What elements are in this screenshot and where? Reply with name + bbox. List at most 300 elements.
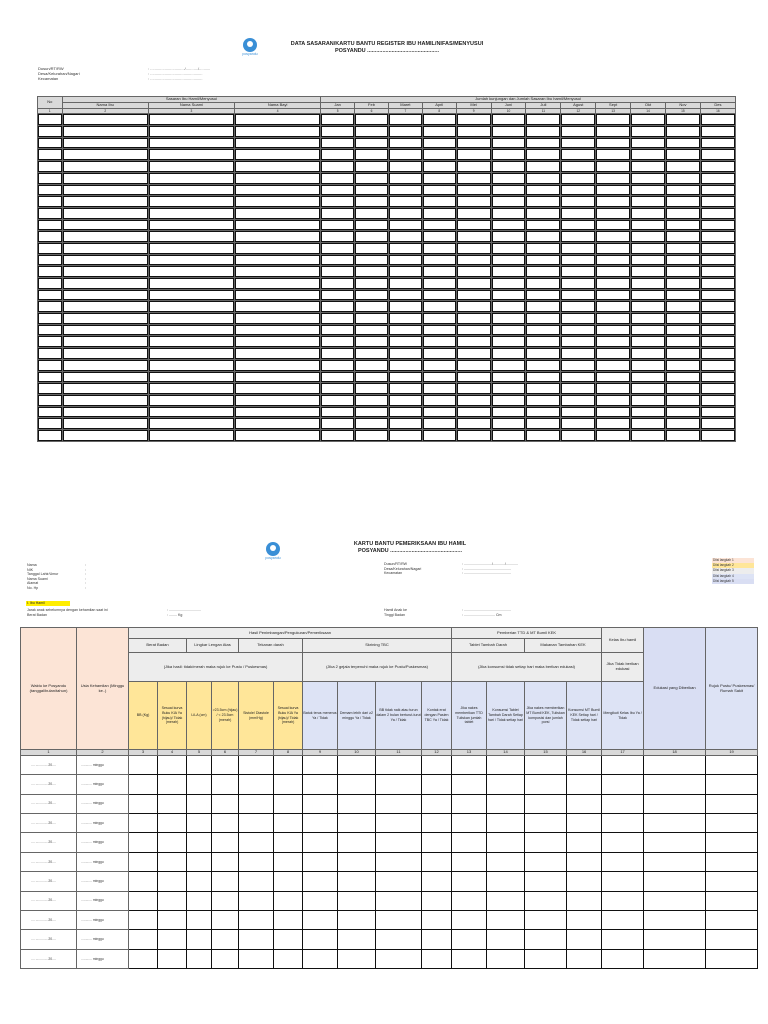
entry-cell[interactable]: [596, 184, 631, 196]
entry-cell[interactable]: [321, 336, 355, 348]
entry-cell[interactable]: [456, 301, 491, 313]
entry-cell[interactable]: [38, 324, 63, 336]
entry-cell[interactable]: [62, 313, 148, 325]
entry-cell[interactable]: [456, 324, 491, 336]
entry-cell[interactable]: [422, 207, 456, 219]
entry-cell[interactable]: [665, 313, 700, 325]
gestational-age-field[interactable]: ............ minggu: [77, 775, 129, 794]
entry-cell[interactable]: [212, 930, 239, 949]
entry-cell[interactable]: [706, 833, 758, 852]
entry-cell[interactable]: [487, 852, 525, 871]
entry-cell[interactable]: [526, 219, 561, 231]
entry-cell[interactable]: [491, 324, 526, 336]
entry-cell[interactable]: [148, 149, 234, 161]
entry-cell[interactable]: [38, 406, 63, 418]
entry-cell[interactable]: [452, 910, 487, 929]
entry-cell[interactable]: [665, 137, 700, 149]
visit-date-field[interactable]: .... ............. 20....: [21, 910, 77, 929]
entry-cell[interactable]: [491, 383, 526, 395]
entry-cell[interactable]: [62, 161, 148, 173]
entry-cell[interactable]: [338, 794, 376, 813]
entry-cell[interactable]: [321, 383, 355, 395]
entry-cell[interactable]: [212, 833, 239, 852]
entry-cell[interactable]: [239, 794, 274, 813]
entry-cell[interactable]: [456, 394, 491, 406]
entry-cell[interactable]: [148, 184, 234, 196]
entry-cell[interactable]: [274, 833, 303, 852]
entry-cell[interactable]: [355, 161, 389, 173]
entry-cell[interactable]: [422, 383, 456, 395]
entry-cell[interactable]: [602, 755, 644, 774]
entry-cell[interactable]: [596, 336, 631, 348]
entry-cell[interactable]: [456, 149, 491, 161]
entry-cell[interactable]: [38, 359, 63, 371]
entry-cell[interactable]: [700, 406, 735, 418]
entry-cell[interactable]: [38, 254, 63, 266]
visit-date-field[interactable]: .... ............. 20....: [21, 872, 77, 891]
entry-cell[interactable]: [388, 242, 422, 254]
entry-cell[interactable]: [422, 813, 452, 832]
entry-cell[interactable]: [665, 278, 700, 290]
entry-cell[interactable]: [665, 359, 700, 371]
entry-cell[interactable]: [388, 336, 422, 348]
entry-cell[interactable]: [596, 394, 631, 406]
entry-cell[interactable]: [388, 149, 422, 161]
entry-cell[interactable]: [596, 418, 631, 430]
entry-cell[interactable]: [274, 949, 303, 968]
entry-cell[interactable]: [422, 394, 456, 406]
entry-cell[interactable]: [525, 833, 567, 852]
entry-cell[interactable]: [239, 813, 274, 832]
entry-cell[interactable]: [158, 930, 187, 949]
entry-cell[interactable]: [487, 930, 525, 949]
entry-cell[interactable]: [706, 852, 758, 871]
entry-cell[interactable]: [631, 371, 666, 383]
entry-cell[interactable]: [631, 161, 666, 173]
entry-cell[interactable]: [561, 429, 596, 441]
entry-cell[interactable]: [491, 313, 526, 325]
entry-cell[interactable]: [525, 813, 567, 832]
entry-cell[interactable]: [665, 394, 700, 406]
entry-cell[interactable]: [62, 429, 148, 441]
entry-cell[interactable]: [62, 219, 148, 231]
entry-cell[interactable]: [422, 418, 456, 430]
entry-cell[interactable]: [212, 775, 239, 794]
gestational-age-field[interactable]: ............ minggu: [77, 813, 129, 832]
entry-cell[interactable]: [491, 207, 526, 219]
entry-cell[interactable]: [338, 872, 376, 891]
entry-cell[interactable]: [567, 833, 602, 852]
entry-cell[interactable]: [596, 348, 631, 360]
entry-cell[interactable]: [422, 833, 452, 852]
entry-cell[interactable]: [596, 266, 631, 278]
entry-cell[interactable]: [388, 394, 422, 406]
entry-cell[interactable]: [129, 833, 158, 852]
entry-cell[interactable]: [388, 254, 422, 266]
entry-cell[interactable]: [422, 172, 456, 184]
entry-cell[interactable]: [487, 872, 525, 891]
entry-cell[interactable]: [235, 266, 321, 278]
entry-cell[interactable]: [491, 219, 526, 231]
entry-cell[interactable]: [526, 161, 561, 173]
entry-cell[interactable]: [561, 266, 596, 278]
entry-cell[interactable]: [355, 394, 389, 406]
entry-cell[interactable]: [567, 775, 602, 794]
entry-cell[interactable]: [148, 242, 234, 254]
entry-cell[interactable]: [561, 301, 596, 313]
entry-cell[interactable]: [526, 149, 561, 161]
entry-cell[interactable]: [561, 394, 596, 406]
entry-cell[interactable]: [148, 359, 234, 371]
entry-cell[interactable]: [187, 949, 212, 968]
entry-cell[interactable]: [148, 266, 234, 278]
entry-cell[interactable]: [596, 383, 631, 395]
entry-cell[interactable]: [422, 254, 456, 266]
entry-cell[interactable]: [422, 336, 456, 348]
gestational-age-field[interactable]: ............ minggu: [77, 833, 129, 852]
entry-cell[interactable]: [596, 313, 631, 325]
entry-cell[interactable]: [235, 114, 321, 126]
entry-cell[interactable]: [38, 231, 63, 243]
entry-cell[interactable]: [38, 394, 63, 406]
entry-cell[interactable]: [235, 313, 321, 325]
visit-date-field[interactable]: .... ............. 20....: [21, 813, 77, 832]
entry-cell[interactable]: [388, 289, 422, 301]
entry-cell[interactable]: [38, 383, 63, 395]
entry-cell[interactable]: [526, 289, 561, 301]
entry-cell[interactable]: [456, 196, 491, 208]
entry-cell[interactable]: [422, 371, 456, 383]
entry-cell[interactable]: [422, 852, 452, 871]
entry-cell[interactable]: [235, 254, 321, 266]
entry-cell[interactable]: [665, 172, 700, 184]
entry-cell[interactable]: [526, 266, 561, 278]
entry-cell[interactable]: [631, 196, 666, 208]
entry-cell[interactable]: [602, 891, 644, 910]
entry-cell[interactable]: [422, 359, 456, 371]
entry-cell[interactable]: [456, 278, 491, 290]
entry-cell[interactable]: [487, 755, 525, 774]
entry-cell[interactable]: [321, 184, 355, 196]
entry-cell[interactable]: [148, 126, 234, 138]
entry-cell[interactable]: [355, 348, 389, 360]
entry-cell[interactable]: [526, 336, 561, 348]
entry-cell[interactable]: [561, 172, 596, 184]
entry-cell[interactable]: [422, 242, 456, 254]
entry-cell[interactable]: [376, 949, 422, 968]
entry-cell[interactable]: [38, 114, 63, 126]
entry-cell[interactable]: [62, 254, 148, 266]
entry-cell[interactable]: [235, 394, 321, 406]
entry-cell[interactable]: [338, 910, 376, 929]
entry-cell[interactable]: [561, 313, 596, 325]
entry-cell[interactable]: [422, 126, 456, 138]
entry-cell[interactable]: [158, 833, 187, 852]
entry-cell[interactable]: [62, 336, 148, 348]
entry-cell[interactable]: [422, 324, 456, 336]
entry-cell[interactable]: [631, 383, 666, 395]
entry-cell[interactable]: [158, 775, 187, 794]
entry-cell[interactable]: [38, 126, 63, 138]
entry-cell[interactable]: [62, 172, 148, 184]
entry-cell[interactable]: [388, 184, 422, 196]
entry-cell[interactable]: [596, 207, 631, 219]
entry-cell[interactable]: [602, 775, 644, 794]
entry-cell[interactable]: [456, 348, 491, 360]
entry-cell[interactable]: [274, 930, 303, 949]
entry-cell[interactable]: [355, 184, 389, 196]
entry-cell[interactable]: [38, 196, 63, 208]
entry-cell[interactable]: [526, 324, 561, 336]
entry-cell[interactable]: [148, 301, 234, 313]
entry-cell[interactable]: [452, 813, 487, 832]
entry-cell[interactable]: [321, 313, 355, 325]
entry-cell[interactable]: [700, 114, 735, 126]
entry-cell[interactable]: [452, 930, 487, 949]
gestational-age-field[interactable]: ............ minggu: [77, 949, 129, 968]
entry-cell[interactable]: [665, 184, 700, 196]
entry-cell[interactable]: [665, 207, 700, 219]
entry-cell[interactable]: [148, 254, 234, 266]
entry-cell[interactable]: [491, 161, 526, 173]
entry-cell[interactable]: [321, 429, 355, 441]
entry-cell[interactable]: [567, 852, 602, 871]
entry-cell[interactable]: [700, 429, 735, 441]
entry-cell[interactable]: [338, 930, 376, 949]
entry-cell[interactable]: [561, 406, 596, 418]
entry-cell[interactable]: [62, 371, 148, 383]
entry-cell[interactable]: [602, 852, 644, 871]
entry-cell[interactable]: [388, 348, 422, 360]
entry-cell[interactable]: [631, 406, 666, 418]
entry-cell[interactable]: [422, 301, 456, 313]
entry-cell[interactable]: [631, 172, 666, 184]
entry-cell[interactable]: [303, 910, 338, 929]
entry-cell[interactable]: [158, 755, 187, 774]
entry-cell[interactable]: [303, 930, 338, 949]
entry-cell[interactable]: [62, 114, 148, 126]
entry-cell[interactable]: [561, 219, 596, 231]
entry-cell[interactable]: [355, 242, 389, 254]
entry-cell[interactable]: [355, 266, 389, 278]
entry-cell[interactable]: [631, 207, 666, 219]
entry-cell[interactable]: [422, 184, 456, 196]
entry-cell[interactable]: [321, 371, 355, 383]
entry-cell[interactable]: [602, 910, 644, 929]
entry-cell[interactable]: [631, 394, 666, 406]
entry-cell[interactable]: [376, 775, 422, 794]
entry-cell[interactable]: [388, 231, 422, 243]
entry-cell[interactable]: [274, 891, 303, 910]
entry-cell[interactable]: [129, 930, 158, 949]
entry-cell[interactable]: [561, 126, 596, 138]
entry-cell[interactable]: [665, 348, 700, 360]
entry-cell[interactable]: [700, 196, 735, 208]
entry-cell[interactable]: [700, 242, 735, 254]
entry-cell[interactable]: [644, 852, 706, 871]
entry-cell[interactable]: [596, 359, 631, 371]
entry-cell[interactable]: [388, 359, 422, 371]
entry-cell[interactable]: [491, 371, 526, 383]
entry-cell[interactable]: [187, 775, 212, 794]
entry-cell[interactable]: [38, 242, 63, 254]
entry-cell[interactable]: [388, 196, 422, 208]
entry-cell[interactable]: [235, 406, 321, 418]
entry-cell[interactable]: [700, 301, 735, 313]
entry-cell[interactable]: [491, 149, 526, 161]
entry-cell[interactable]: [235, 149, 321, 161]
entry-cell[interactable]: [62, 383, 148, 395]
entry-cell[interactable]: [456, 266, 491, 278]
entry-cell[interactable]: [38, 313, 63, 325]
entry-cell[interactable]: [129, 891, 158, 910]
entry-cell[interactable]: [376, 891, 422, 910]
entry-cell[interactable]: [631, 114, 666, 126]
entry-cell[interactable]: [148, 207, 234, 219]
entry-cell[interactable]: [303, 852, 338, 871]
entry-cell[interactable]: [148, 172, 234, 184]
entry-cell[interactable]: [321, 242, 355, 254]
entry-cell[interactable]: [644, 891, 706, 910]
entry-cell[interactable]: [388, 219, 422, 231]
entry-cell[interactable]: [422, 278, 456, 290]
entry-cell[interactable]: [158, 794, 187, 813]
entry-cell[interactable]: [355, 196, 389, 208]
entry-cell[interactable]: [596, 219, 631, 231]
entry-cell[interactable]: [526, 126, 561, 138]
entry-cell[interactable]: [321, 196, 355, 208]
entry-cell[interactable]: [456, 219, 491, 231]
entry-cell[interactable]: [239, 891, 274, 910]
entry-cell[interactable]: [235, 219, 321, 231]
entry-cell[interactable]: [274, 852, 303, 871]
entry-cell[interactable]: [491, 126, 526, 138]
entry-cell[interactable]: [456, 289, 491, 301]
entry-cell[interactable]: [596, 289, 631, 301]
entry-cell[interactable]: [321, 278, 355, 290]
entry-cell[interactable]: [706, 930, 758, 949]
entry-cell[interactable]: [62, 196, 148, 208]
entry-cell[interactable]: [644, 930, 706, 949]
entry-cell[interactable]: [452, 794, 487, 813]
entry-cell[interactable]: [452, 891, 487, 910]
entry-cell[interactable]: [129, 813, 158, 832]
visit-date-field[interactable]: .... ............. 20....: [21, 755, 77, 774]
entry-cell[interactable]: [187, 852, 212, 871]
entry-cell[interactable]: [567, 930, 602, 949]
entry-cell[interactable]: [456, 254, 491, 266]
entry-cell[interactable]: [187, 755, 212, 774]
entry-cell[interactable]: [525, 891, 567, 910]
entry-cell[interactable]: [321, 149, 355, 161]
entry-cell[interactable]: [526, 359, 561, 371]
entry-cell[interactable]: [456, 207, 491, 219]
entry-cell[interactable]: [148, 429, 234, 441]
entry-cell[interactable]: [526, 278, 561, 290]
entry-cell[interactable]: [526, 137, 561, 149]
entry-cell[interactable]: [235, 336, 321, 348]
entry-cell[interactable]: [338, 891, 376, 910]
entry-cell[interactable]: [355, 278, 389, 290]
entry-cell[interactable]: [631, 313, 666, 325]
entry-cell[interactable]: [235, 371, 321, 383]
gestational-age-field[interactable]: ............ minggu: [77, 872, 129, 891]
entry-cell[interactable]: [148, 394, 234, 406]
entry-cell[interactable]: [62, 207, 148, 219]
entry-cell[interactable]: [38, 371, 63, 383]
entry-cell[interactable]: [38, 301, 63, 313]
entry-cell[interactable]: [321, 394, 355, 406]
entry-cell[interactable]: [526, 242, 561, 254]
entry-cell[interactable]: [452, 833, 487, 852]
entry-cell[interactable]: [129, 872, 158, 891]
entry-cell[interactable]: [274, 910, 303, 929]
entry-cell[interactable]: [665, 383, 700, 395]
entry-cell[interactable]: [129, 775, 158, 794]
entry-cell[interactable]: [38, 418, 63, 430]
entry-cell[interactable]: [355, 289, 389, 301]
entry-cell[interactable]: [700, 394, 735, 406]
entry-cell[interactable]: [706, 794, 758, 813]
entry-cell[interactable]: [376, 755, 422, 774]
entry-cell[interactable]: [62, 289, 148, 301]
entry-cell[interactable]: [561, 207, 596, 219]
entry-cell[interactable]: [456, 383, 491, 395]
entry-cell[interactable]: [235, 429, 321, 441]
entry-cell[interactable]: [422, 930, 452, 949]
entry-cell[interactable]: [561, 359, 596, 371]
entry-cell[interactable]: [62, 359, 148, 371]
entry-cell[interactable]: [388, 207, 422, 219]
entry-cell[interactable]: [212, 910, 239, 929]
entry-cell[interactable]: [602, 872, 644, 891]
entry-cell[interactable]: [321, 254, 355, 266]
entry-cell[interactable]: [567, 891, 602, 910]
entry-cell[interactable]: [700, 126, 735, 138]
entry-cell[interactable]: [700, 161, 735, 173]
entry-cell[interactable]: [644, 775, 706, 794]
entry-cell[interactable]: [303, 755, 338, 774]
entry-cell[interactable]: [561, 231, 596, 243]
entry-cell[interactable]: [596, 196, 631, 208]
entry-cell[interactable]: [665, 301, 700, 313]
entry-cell[interactable]: [274, 775, 303, 794]
entry-cell[interactable]: [665, 196, 700, 208]
entry-cell[interactable]: [355, 301, 389, 313]
entry-cell[interactable]: [388, 406, 422, 418]
entry-cell[interactable]: [456, 172, 491, 184]
entry-cell[interactable]: [491, 242, 526, 254]
entry-cell[interactable]: [596, 126, 631, 138]
entry-cell[interactable]: [665, 231, 700, 243]
entry-cell[interactable]: [376, 910, 422, 929]
entry-cell[interactable]: [561, 348, 596, 360]
entry-cell[interactable]: [665, 254, 700, 266]
entry-cell[interactable]: [602, 813, 644, 832]
entry-cell[interactable]: [491, 301, 526, 313]
entry-cell[interactable]: [235, 348, 321, 360]
entry-cell[interactable]: [631, 336, 666, 348]
entry-cell[interactable]: [62, 242, 148, 254]
entry-cell[interactable]: [631, 429, 666, 441]
entry-cell[interactable]: [665, 114, 700, 126]
entry-cell[interactable]: [706, 775, 758, 794]
entry-cell[interactable]: [148, 348, 234, 360]
entry-cell[interactable]: [388, 324, 422, 336]
entry-cell[interactable]: [62, 324, 148, 336]
entry-cell[interactable]: [491, 231, 526, 243]
entry-cell[interactable]: [38, 207, 63, 219]
